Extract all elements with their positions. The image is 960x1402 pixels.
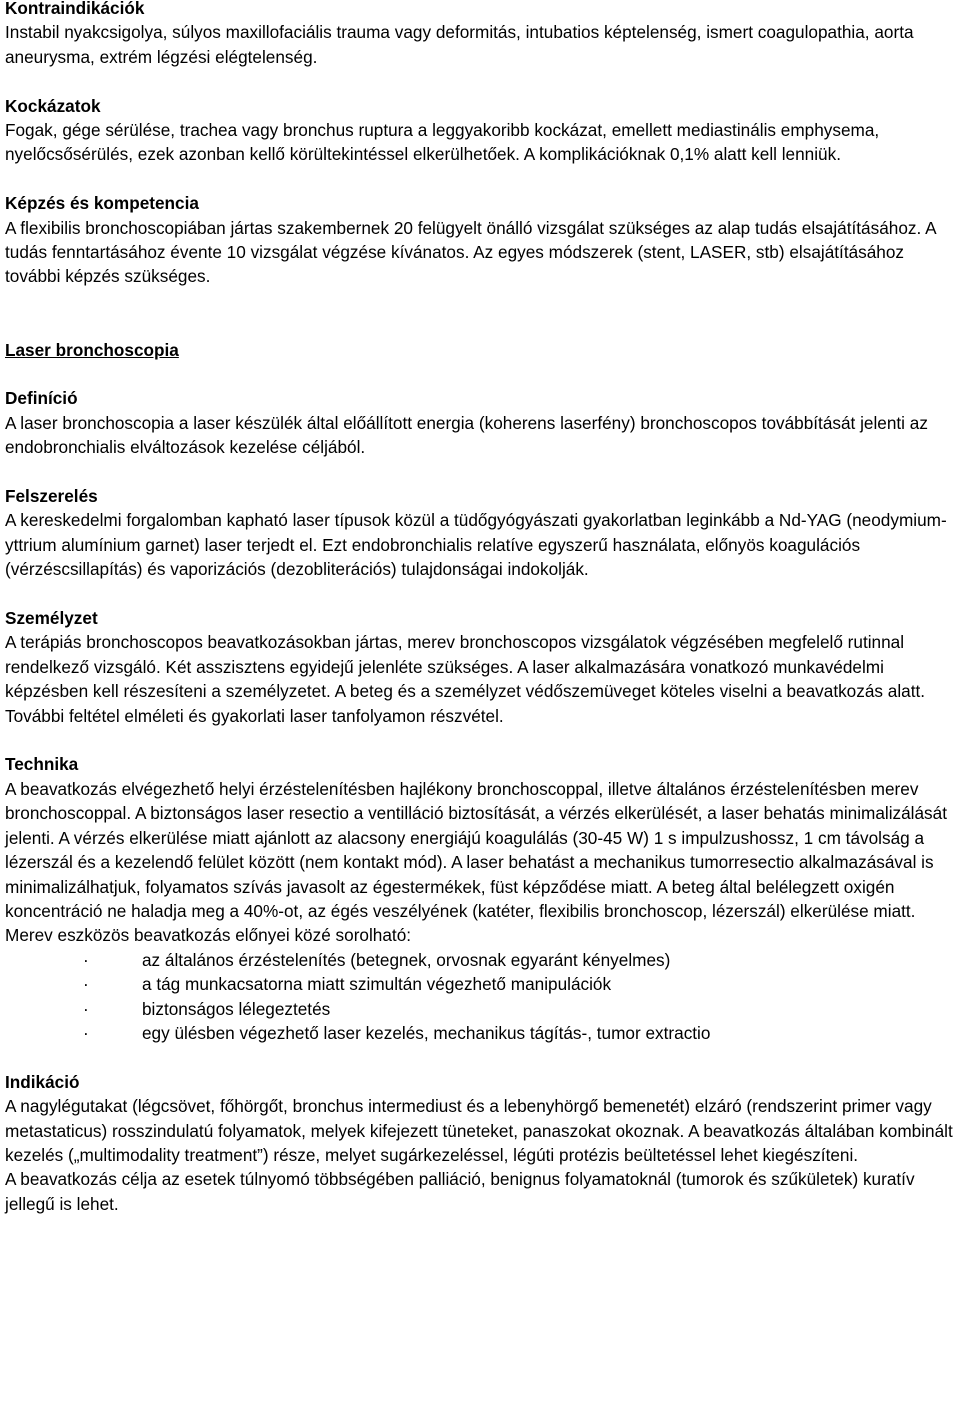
section-equipment (5, 484, 955, 582)
section-contraindications (5, 0, 955, 69)
spacer (5, 728, 955, 752)
spacer (5, 1045, 955, 1069)
section-text: A nagylégutakat (légcsövet, főhörgőt, bronchus intermediust és a lebenyhörgő bemenetét) elzáró (rendszerint primer vagy metastaticus) rosszindulatú folyamatok, melyek kifejezett tüneteket, panaszokat okoznak. A beavatkozás általában kombinált kezelés („multimodality treatment”) része, melyet sugárkezeléssel, légúti protézis beültetéssel lehet kiegészíteni. (5, 1096, 953, 1165)
section-text-2: A beavatkozás célja az esetek túlnyomó többségében palliáció, benignus folyamatoknál (tumorok és szűkületek) kuratív jellegű is lehet. (5, 1169, 915, 1214)
section-technique (5, 752, 955, 1045)
spacer (5, 582, 955, 606)
chapter-title: Laser bronchoscopia (5, 339, 179, 360)
section-text: A beavatkozás elvégezhető helyi érzéstelenítésben hajlékony bronchoscoppal, illetve általános érzéstelenítésben merev bronchoscoppal. A biztonságos laser resectio a ventilláció biztosítását, a vérzés elkerülését, a laser behatás minimalizálását jelenti. A vérzés elkerülése miatt ajánlott az alacsony energiájú koagulálás (30-45 W) 1 s impulzushossz, 1 cm távolság a lézerszál és a kezelendő felület között (nem kontakt mód). A laser behatást a mechanikus tumorresectio alkalmazásával is minimalizálhatjuk, folyamatos szívás javasolt az égestermékek, füst képződése miatt. A beteg által belélegzett oxigén koncentráció ne haladja meg a 40%-ot, az égés veszélyének (katéter, flexibilis bronchoscop, lézerszál) elkerülése miatt. Merev eszközös beavatkozás előnyei közé sorolható: (5, 778, 947, 946)
section-heading: Technika (5, 754, 79, 775)
section-heading: Felszerelés (5, 486, 98, 507)
bullet-icon: · (83, 998, 89, 1019)
section-staff (5, 606, 955, 728)
section-heading: Személyzet (5, 608, 98, 629)
section-text: A flexibilis bronchoscopiában jártas szakembernek 20 felügyelt önálló vizsgálat szükséges az alap tudás elsajátításához. A tudás fenntartásához évente 10 vizsgálat végzése kívánatos. Az egyes módszerek (stent, LASER, stb) elsajátításához további képzés szükséges. (5, 217, 936, 287)
advantages-list (5, 948, 955, 1046)
section-text: Instabil nyakcsigolya, súlyos maxillofaciális trauma vagy deformitás, intubatios képtelenség, ismert coagulopathia, aorta aneurysma, extrém légzési elégtelenség. (5, 22, 914, 67)
list-item-text: egy ülésben végezhető laser kezelés, mechanikus tágítás-, tumor extractio (142, 1022, 711, 1043)
spacer (5, 289, 955, 338)
bullet-icon: · (83, 1022, 89, 1043)
section-heading: Indikáció (5, 1071, 80, 1092)
section-text: Fogak, gége sérülése, trachea vagy bronchus ruptura a leggyakoribb kockázat, emellett mediastinális emphysema, nyelőcsősérülés, ezek azonban kellő körültekintéssel elkerülhetőek. A komplikációknak 0,1% alatt kell lenniük. (5, 120, 880, 165)
section-heading: Kontraindikációk (5, 0, 145, 18)
document-page (5, 0, 955, 1216)
list-item (5, 997, 955, 1021)
list-item-text: az általános érzéstelenítés (betegnek, orvosnak egyaránt kényelmes) (142, 949, 671, 970)
list-item (5, 1021, 955, 1045)
spacer (5, 460, 955, 484)
list-item (5, 972, 955, 996)
section-heading: Kockázatok (5, 95, 101, 116)
section-text: A kereskedelmi forgalomban kapható laser típusok közül a tüdőgyógyászati gyakorlatban leginkább a Nd-YAG (neodymium-yttrium alumínium garnet) laser terjedt el. Ezt endobronchialis relatíve egyszerű használata, előnyös koagulációs (vérzéscsillapítás) és vaporizációs (dezobliterációs) tulajdonságai indokolják. (5, 510, 947, 580)
section-text: A laser bronchoscopia a laser készülék által előállított energia (koherens laserfény) bronchoscopos továbbítását jelenti az endobronchialis elváltozások kezelése céljából. (5, 412, 928, 458)
section-heading: Képzés és kompetencia (5, 193, 199, 214)
section-text: A terápiás bronchoscopos beavatkozásokban jártas, merev bronchoscopos vizsgálatok végzésében megfelelő rutinnal rendelkező vizsgáló. Két asszisztens egyidejű jelenléte szükséges. A laser alkalmazására vonatkozó munkavédelmi képzésben kell részesíteni a személyzetet. A beteg és a személyzet védőszemüveget köteles viselni a beavatkozás alatt. További feltétel elméleti és gyakorlati laser tanfolyamon részvétel. (5, 632, 926, 726)
spacer (5, 167, 955, 191)
bullet-icon: · (83, 974, 89, 995)
spacer (5, 69, 955, 93)
section-indication (5, 1070, 955, 1216)
list-item-text: biztonságos lélegeztetés (142, 998, 331, 1019)
list-item-text: a tág munkacsatorna miatt szimultán végezhető manipulációk (142, 974, 612, 995)
spacer (5, 362, 955, 386)
section-training (5, 191, 955, 289)
section-definition (5, 386, 955, 459)
list-item (5, 948, 955, 972)
section-heading: Definíció (5, 388, 78, 409)
section-risks (5, 94, 955, 167)
bullet-icon: · (83, 949, 89, 970)
